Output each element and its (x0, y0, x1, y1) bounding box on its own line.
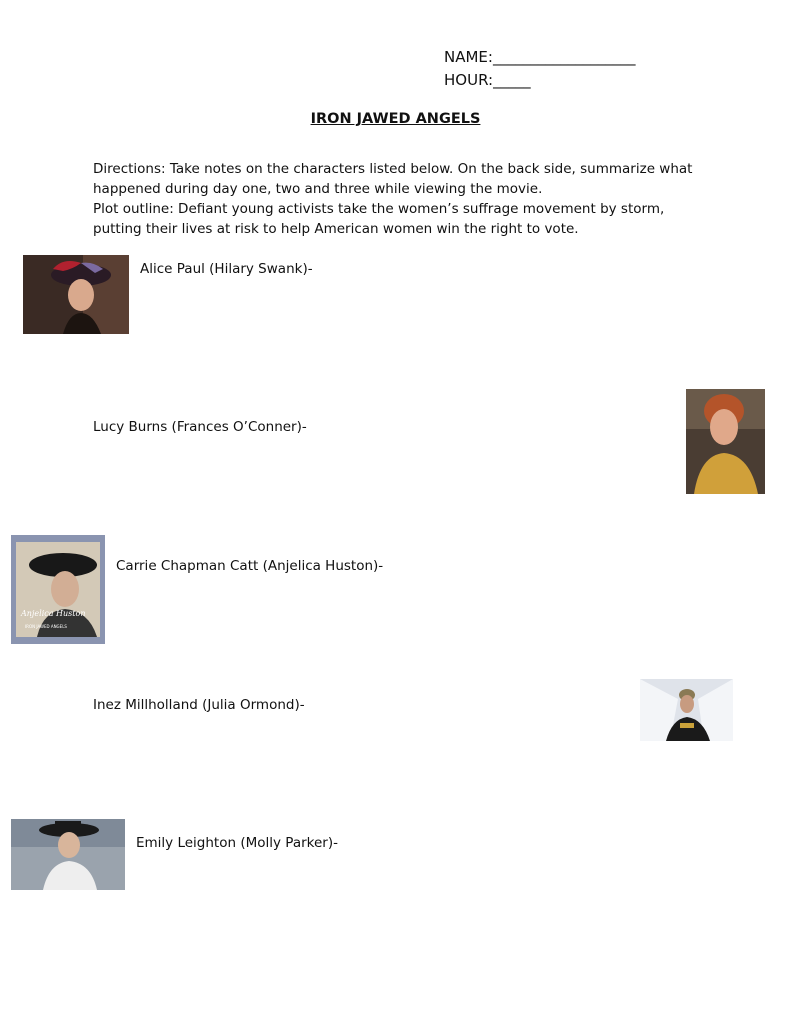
character-label-carrie-chapman-catt: Carrie Chapman Catt (Anjelica Huston)- (116, 558, 384, 574)
hour-field-label: HOUR:_____ (444, 71, 531, 89)
alice-paul-photo (23, 255, 129, 334)
inez-millholland-photo (640, 679, 733, 741)
plot-outline-line-2: putting their lives at risk to help American women win the right to vote. (93, 221, 579, 237)
directions-line-1: Directions: Take notes on the characters listed below. On the back side, summarize what (93, 161, 693, 177)
character-label-emily-leighton: Emily Leighton (Molly Parker)- (136, 835, 338, 851)
document-title: IRON JAWED ANGELS (310, 111, 481, 127)
name-field-label: NAME:___________________ (444, 48, 636, 66)
directions-line-2: happened during day one, two and three while viewing the movie. (93, 181, 543, 197)
lucy-burns-photo (686, 389, 765, 494)
plot-outline-line-1: Plot outline: Defiant young activists take the women’s suffrage movement by storm, (93, 201, 665, 217)
photo-caption-small: IRON JAWED ANGELS (25, 624, 67, 629)
character-label-inez-millholland: Inez Millholland (Julia Ormond)- (93, 697, 305, 713)
character-label-lucy-burns: Lucy Burns (Frances O’Conner)- (93, 419, 307, 435)
photo-caption-script: Anjelica Huston (21, 609, 86, 618)
emily-leighton-photo (11, 819, 125, 890)
character-label-alice-paul: Alice Paul (Hilary Swank)- (140, 261, 313, 277)
carrie-chapman-catt-photo (11, 535, 105, 644)
